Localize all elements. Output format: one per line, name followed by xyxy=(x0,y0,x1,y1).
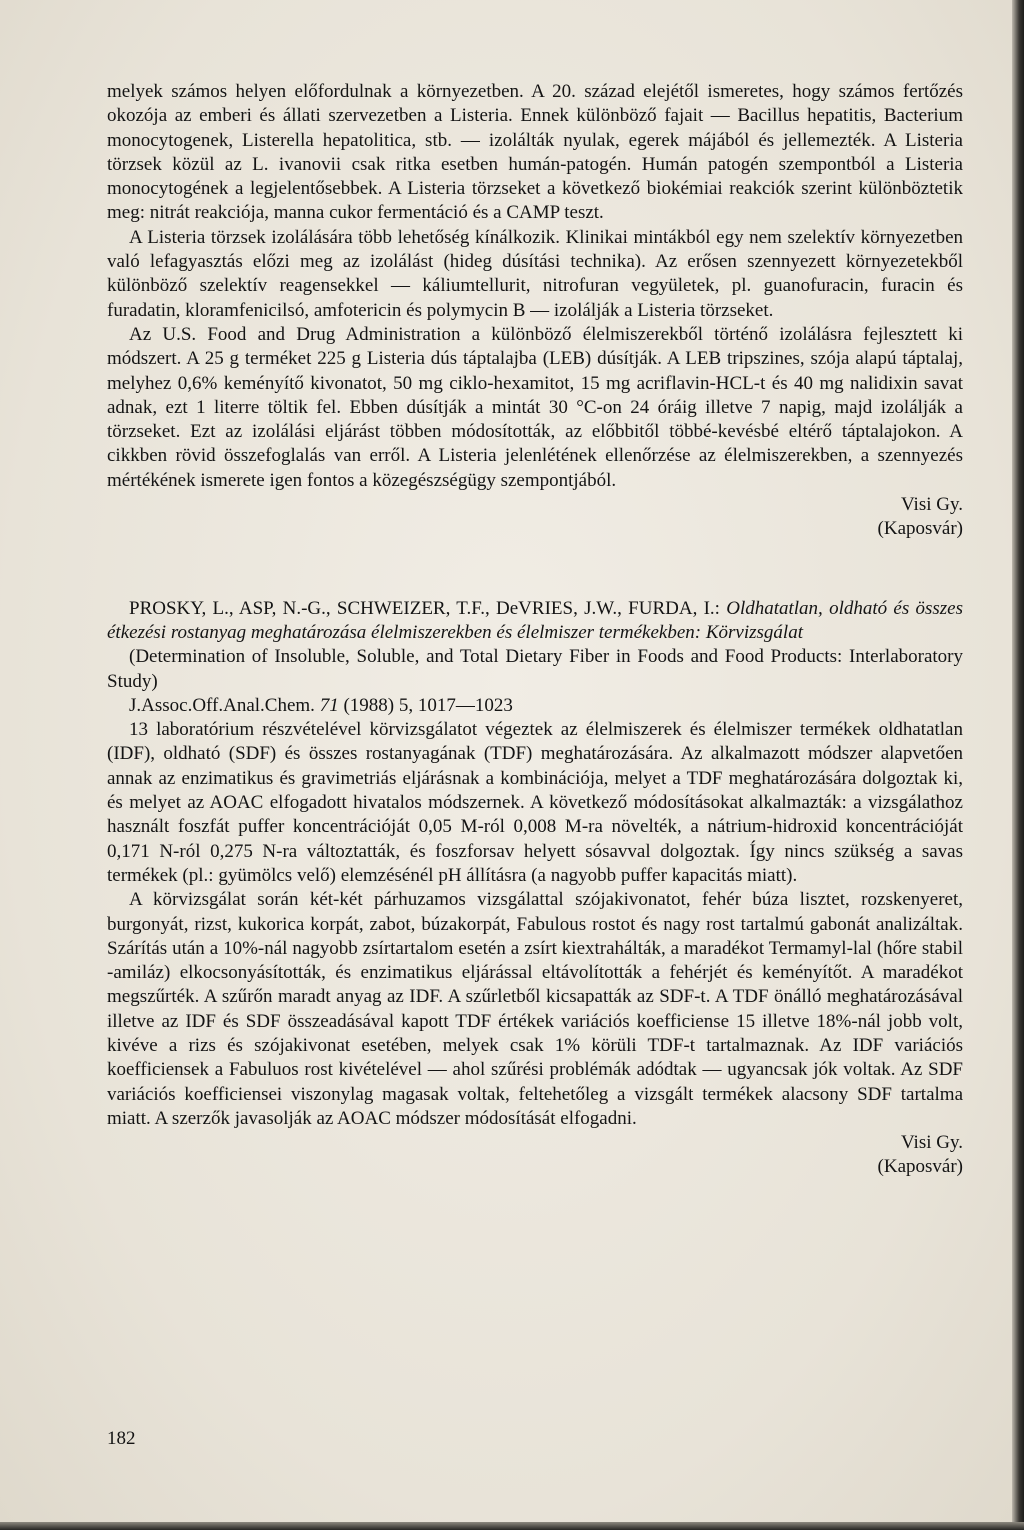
article2-paragraph-2: A körvizsgálat során két-két párhuzamos vizsgálattal szójakivonatot, fehér búza lisztet, rozskenyeret, burgonyát, rizst, kukorica korpát, zabot, búzakorpát, Fabulous rostot és nagy rost tartalmú gabonát analizáltak. Szárítás után a 10%-nál nagyobb zsírtartalom esetén a zsírt kiextrahálták, a maradékot Termamyl-lal (hőre stabil -amiláz) elkocsonyásították, és enzimatikus eljárással eltávolították a fehérjét és keményítőt. A maradékot megszűrték. A szűrőn maradt anyag az IDF. A szűrletből kicsapatták az SDF-t. A TDF önálló meghatározásával illetve az IDF és SDF összeadásával kapott TDF értékek variációs koefficiense 15 illetve 18%-nál jobb volt, kivéve a rizs és szójakivonat esetében, melyek csak 1% körüli TDF-t tartalmaznak. Az IDF variációs koefficiensek a Fabuluos rost kivételével — ahol szűrési problémák adódtak — ugyancsak jók voltak. Az SDF variációs koefficiensei viszonylag magasak voltak, feltehetőleg a vizsgált termékek alacsony SDF tartalma miatt. A szerzők javasolják az AOAC módszer módosítását elfogadni. xyxy=(107,889,963,1129)
article2-journal-volume: 71 xyxy=(319,694,339,716)
article2-authors: PROSKY, L., ASP, N.-G., SCHWEIZER, T.F., DeVRIES, J.W., FURDA, I.: xyxy=(129,597,727,619)
page-content xyxy=(107,80,963,1180)
article2-citation xyxy=(107,597,963,646)
page-number: 182 xyxy=(107,1428,136,1449)
article1-paragraph-1: melyek számos helyen előfordulnak a környezetben. A 20. század elejétől ismeretes, hogy számos fertőzés okozója az emberi és állati szervezetben a Listeria. Ennek különböző fajait — Bacillus hepatitis, Bacterium monocytogenek, Listerella hepatolitica, stb. — izolálták nyulak, egerek májából és jellemezték. A Listeria törzsek közül az L. ivanovii csak ritka esetben humán-patogén. Humán patogén szempontból a Listeria monocytogének a legjelentősebbek. A Listeria törzseket a következő biokémiai reakciók szerint különböztetik meg: nitrát reakciója, manna cukor fermentáció és a CAMP teszt. xyxy=(107,81,963,224)
article2-signature-place: (Kaposvár) xyxy=(877,1156,963,1178)
article2-journal-name: J.Assoc.Off.Anal.Chem. xyxy=(129,694,320,716)
article2-journal-details: (1988) 5, 1017—1023 xyxy=(338,694,513,716)
article2-paragraph-1: 13 laboratórium részvételével körvizsgálatot végeztek az élelmiszerek és élelmiszer termékek oldhatatlan (IDF), oldható (SDF) és összes rostanyagának (TDF) meghatározására. Az alkalmazott módszer alapvetően annak az enzimatikus és gravimetriás eljárásnak a kombinációja, melyet a TDF meghatározására dolgoztak ki, és melyet az AOAC elfogadott hivatalos módszernek. A következő módosításokat alkalmazták: a vizsgálathoz használt foszfát puffer koncentrációját 0,05 M-ról 0,008 M-ra növelték, a nátrium-hidroxid koncentrációját 0,171 N-ról 0,275 N-ra változtatták, és foszforsav helyett sósavval dolgoztak. Így nincs szükség a savas termékek (pl.: gyümölcs velő) elemzésénél pH állításra (a nagyobb puffer kapacitás miatt). xyxy=(107,719,963,886)
article2-journal-reference xyxy=(107,694,963,718)
article1-signature-name: Visi Gy. xyxy=(900,494,963,516)
article1-paragraph-2: A Listeria törzsek izolálására több lehetőség kínálkozik. Klinikai mintákból egy nem szelektív környezetben való lefagyasztás előzi meg az izolálást (hideg dúsítási technika). Az erősen szennyezett környezetekből különböző szelektív reagensekkel — káliumtellurit, nitrofuran vegyületek, pl. guanofuracin, furacin és furadatin, kloramfenicilsó, amfotericin és polymycin B — izolálják a Listeria törzseket. xyxy=(107,226,963,321)
article2-header xyxy=(107,597,963,718)
page-edge-shadow-right xyxy=(1012,0,1024,1530)
article2-title-hungarian: Oldhatatlan, oldható és összes étkezési rostanyag meghatározása élelmiszerekben és élelmiszer termékekben: Körvizsgálat xyxy=(107,597,963,643)
article2-signature-name: Visi Gy. xyxy=(900,1132,963,1154)
article2-title-english: (Determination of Insoluble, Soluble, and Total Dietary Fiber in Foods and Food Products: Interlaboratory Study) xyxy=(107,646,963,692)
page-edge-shadow-bottom xyxy=(0,1522,1024,1530)
article1-paragraph-3: Az U.S. Food and Drug Administration a különböző élelmiszerekből történő izolálásra fejlesztett ki módszert. A 25 g terméket 225 g Listeria dús táptalajba (LEB) dúsítják. A LEB tripszines, szója alapú táptalaj, melyhez 0,6% keményítő kivonatot, 50 mg ciklo-hexamitot, 15 mg acriflavin-HCL-t és 40 mg nalidixin savat adnak, ezt 1 literre töltik fel. Ebben dúsítják a mintát 30 °C-on 24 óráig illetve 7 napig, majd izolálják a törzseket. Ezt az izolálási eljárást többen módosították, az előbbitől többé-kevésbé eltérő táptalajokon. A cikkben rövid összefoglalás van erről. A Listeria jelenlétének ellenőrzése az élelmiszerekben, a szennyezés mértékének ismerete igen fontos a közegészségügy szempontjából. xyxy=(107,323,963,491)
article1-signature-place: (Kaposvár) xyxy=(877,518,963,540)
